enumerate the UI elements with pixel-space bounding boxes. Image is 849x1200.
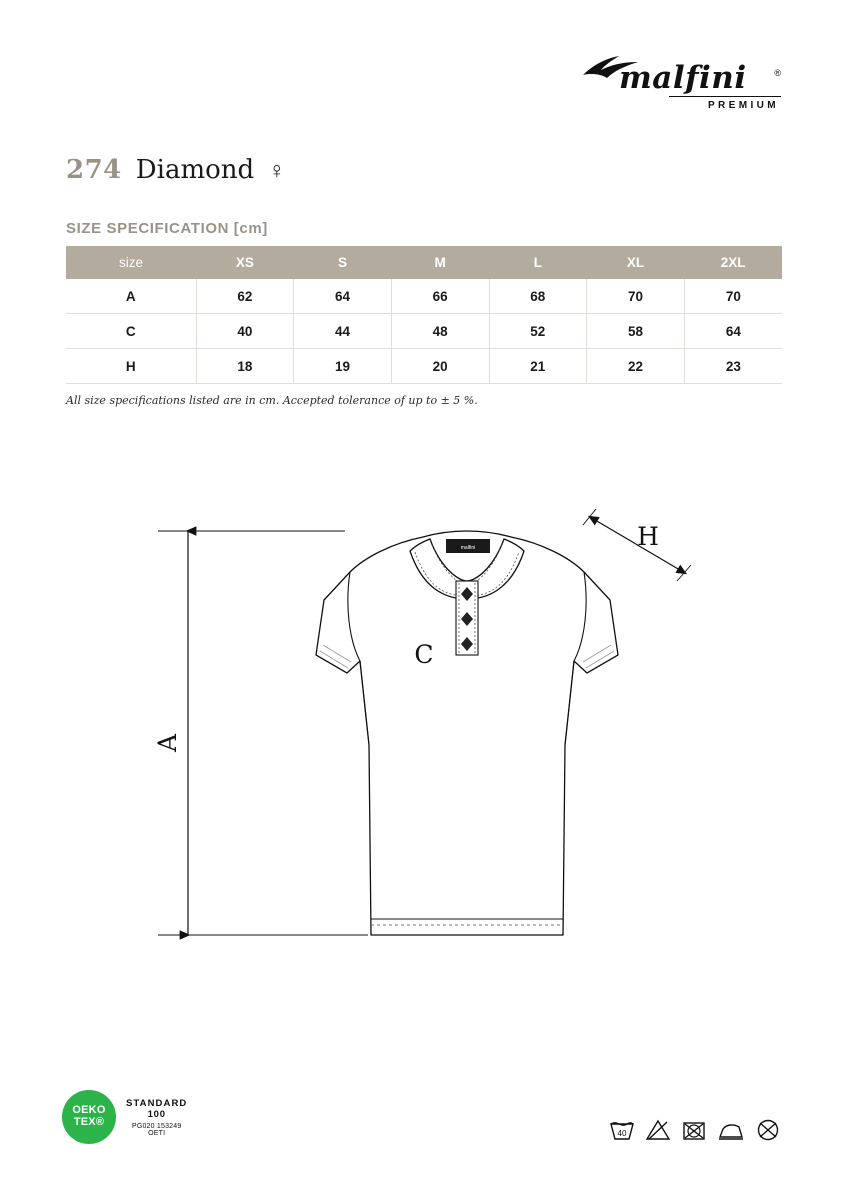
- cell-c-xs: 40: [196, 314, 294, 349]
- dimension-a-label: A: [153, 733, 182, 753]
- table-row: [66, 279, 782, 314]
- column-header-m: M: [391, 246, 489, 279]
- cell-a-s: 64: [294, 279, 392, 314]
- page-title: [66, 155, 285, 185]
- oeko-standard-label: STANDARD: [126, 1097, 188, 1109]
- svg-text:malfini: malfini: [460, 545, 476, 551]
- cell-h-s: 19: [294, 349, 392, 384]
- brand-logo: [581, 52, 781, 111]
- cell-a-l: 68: [489, 279, 587, 314]
- table-row: [66, 314, 782, 349]
- cell-a-xl: 70: [587, 279, 685, 314]
- iron-low-icon: [717, 1118, 745, 1142]
- cell-c-xl: 58: [587, 314, 685, 349]
- cell-a-m: 66: [391, 279, 489, 314]
- do-not-bleach-icon: [645, 1118, 671, 1142]
- section-heading: SIZE SPECIFICATION [cm]: [66, 220, 268, 237]
- care-symbols: [609, 1118, 781, 1142]
- cell-h-xs: 18: [196, 349, 294, 384]
- column-header-xl: XL: [587, 246, 685, 279]
- oeko-standard-number: 100: [147, 1108, 166, 1120]
- row-label-c: C: [66, 314, 196, 349]
- oeko-institute: OETI: [148, 1129, 166, 1137]
- column-header-l: L: [489, 246, 587, 279]
- wash-temp-label: 40: [617, 1129, 627, 1138]
- brand-registered-mark: ®: [774, 68, 781, 78]
- garment-svg: [140, 495, 720, 965]
- oeko-tex-certification: [62, 1090, 187, 1144]
- cell-c-2xl: 64: [684, 314, 782, 349]
- column-header-2xl: 2XL: [684, 246, 782, 279]
- row-label-a: A: [66, 279, 196, 314]
- cell-h-xl: 22: [587, 349, 685, 384]
- do-not-dry-clean-icon: [755, 1118, 781, 1142]
- do-not-tumble-dry-icon: [681, 1118, 707, 1142]
- size-specification-table: [66, 246, 782, 384]
- dimension-h-label: H: [637, 522, 659, 551]
- oeko-text-block: [126, 1098, 187, 1137]
- table-row: [66, 349, 782, 384]
- oeko-line2: TEX®: [73, 1116, 105, 1128]
- oeko-code: PG020 153249: [131, 1122, 182, 1130]
- cell-c-s: 44: [294, 314, 392, 349]
- gender-icon: ♀: [268, 157, 286, 183]
- cell-c-l: 52: [489, 314, 587, 349]
- neck-label: [446, 539, 490, 553]
- oeko-line1: OEKO: [72, 1104, 106, 1117]
- cell-a-xs: 62: [196, 279, 294, 314]
- cell-h-m: 20: [391, 349, 489, 384]
- column-header-size: size: [66, 246, 196, 279]
- cell-c-m: 48: [391, 314, 489, 349]
- brand-mark: [581, 52, 781, 111]
- product-name: Diamond: [135, 155, 255, 185]
- column-header-xs: XS: [196, 246, 294, 279]
- cell-h-2xl: 23: [684, 349, 782, 384]
- dimension-c-label: C: [414, 640, 434, 669]
- row-label-h: H: [66, 349, 196, 384]
- wash-40-icon: [609, 1118, 635, 1142]
- table-note: All size specifications listed are in cm. Accepted tolerance of up to ± 5 %.: [66, 394, 478, 407]
- brand-subtitle: PREMIUM: [707, 100, 779, 111]
- button-placket: [456, 581, 478, 655]
- brand-name: malfini: [619, 60, 747, 96]
- brand-divider: [669, 96, 781, 97]
- table-header-row: [66, 246, 782, 279]
- column-header-s: S: [294, 246, 392, 279]
- cell-a-2xl: 70: [684, 279, 782, 314]
- garment-technical-drawing: [140, 495, 720, 965]
- oeko-tex-badge-icon: [62, 1090, 116, 1144]
- cell-h-l: 21: [489, 349, 587, 384]
- product-code: 274: [66, 155, 122, 185]
